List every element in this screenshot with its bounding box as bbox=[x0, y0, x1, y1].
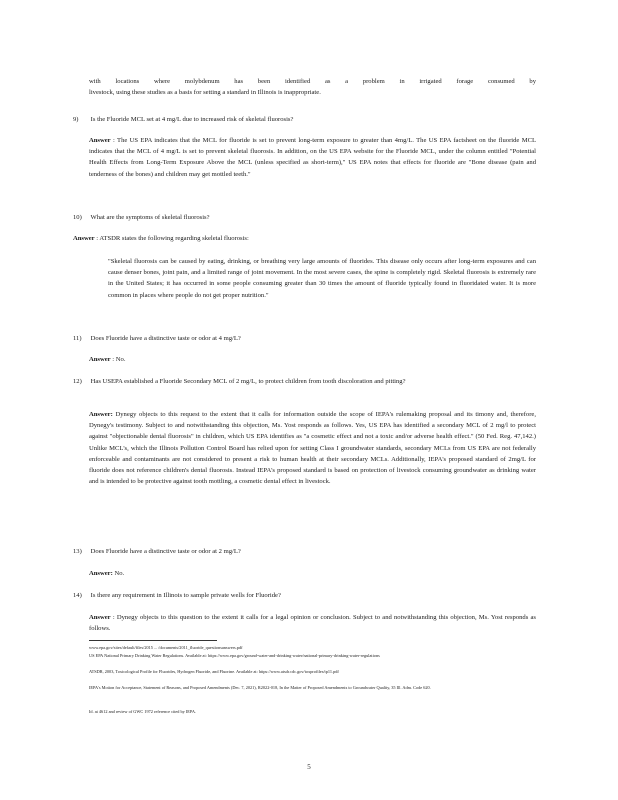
answer-text: Dynegy objects to this request to the extent that it calls for information outside the scope of IEPA's rulemaking proposal and its timony and, therefore, Dynegy's testimony. Subject to and notwithstanding this objection, Ms. Yost responds as follows. Yes, US EPA has identified a secondary MCL of 2 mg/l to protect against "objectionable dental fluorosis" in children, which US EPA identifies as "a cosmetic effect and not a toxic and/or adverse health effect." (50 Fed. Reg. 47,142.) Unlike MCL's, which the Illinois Pollution Control Board has relied upon for setting Class I groundwater standards, secondary MCLs from US EPA are not federally enforceable and contaminants are not considered to present a risk to human health at their secondary MCLs. Additionally, IEPA's proposed standard of 2mg/L for fluoride does not reference children's dental fluorosis. Instead IEPA's proposed standard is based on protection of livestock consuming groundwater as drinking water and is intended to be protective against tooth mottling, a cosmetic dental effect in livestock. bbox=[89, 411, 536, 486]
footnote-text: IEPA's Motion for Acceptance, Statement of Reasons, and Proposed Amendments (Dec. 7, 2021), R2022-018, In the Matter of Proposed Amendments to Groundwater Quality, 35 Ill. Adm. Code 620. bbox=[89, 685, 431, 690]
question-text: Does Fluoride have a distinctive taste or odor at 4 mg/L? bbox=[90, 335, 241, 342]
question-text: Has USEPA established a Fluoride Secondary MCL of 2 mg/L, to protect children from tooth discoloration and pitting? bbox=[90, 378, 406, 385]
footnote-2 bbox=[89, 652, 529, 660]
footnote-4 bbox=[89, 684, 529, 692]
answer-10 bbox=[73, 233, 536, 244]
answer-11 bbox=[89, 354, 125, 365]
answer-text: : ATSDR states the following regarding skeletal fluorosis: bbox=[96, 235, 249, 242]
answer-text: : The US EPA indicates that the MCL for fluoride is set to prevent long-term exposure to greater than 4mg/L. The US EPA factsheet on the fluoride MCL indicates that the MCL of 4 mg/L is set to prevent skeletal fluorosis. In addition, on the US EPA website for the Fluoride MCL, under the column entitled "Potential Health Effects from Long-Term Exposure Above the MCL (unless specified as short-term)," US EPA notes that effects for fluoride are "Bone disease (pain and tenderness of the bones) and children may get mottled teeth." bbox=[89, 137, 536, 178]
answer-12 bbox=[89, 409, 536, 487]
question-10 bbox=[73, 212, 536, 223]
intro-paragraph-line-2: livestock, using these studies as a basis for setting a standard in Illinois is inappropriate. bbox=[89, 89, 321, 96]
question-number: 9) bbox=[73, 116, 79, 123]
answer-label: Answer bbox=[89, 137, 111, 144]
footnote-5 bbox=[89, 708, 529, 716]
footnote-text: Id. at 4612 and review of GWC 1972 reference cited by IEPA. bbox=[89, 709, 197, 714]
atsdr-block-quote: "Skeletal fluorosis can be caused by eating, drinking, or breathing very large amounts of fluorides. This disease only occurs after long-term exposures and can cause denser bones, joint pain, and a limited range of joint movement. In the most severe cases, the spine is completely rigid. Skeletal fluorosis is extremely rare in the United States; it has occurred in some people consuming greater than 30 times the amount of fluoride typically found in fluoridated water. It is more common in places where people do not get proper nutrition." bbox=[108, 258, 536, 299]
footnote-separator bbox=[89, 640, 217, 641]
intro-paragraph-line-1: with locations where molybdenum has been identified as a problem in irrigated forage consumed by bbox=[89, 78, 536, 85]
question-13 bbox=[73, 546, 536, 557]
question-text: What are the symptoms of skeletal fluorosis? bbox=[90, 214, 210, 221]
question-number: 12) bbox=[73, 378, 82, 385]
answer-13 bbox=[89, 568, 124, 579]
answer-label: Answer bbox=[89, 356, 111, 363]
question-text: Is there any requirement in Illinois to sample private wells for Fluoride? bbox=[90, 592, 281, 599]
question-12 bbox=[73, 376, 536, 387]
footnote-1 bbox=[89, 644, 529, 652]
footnote-3 bbox=[89, 668, 529, 676]
question-number: 11) bbox=[73, 335, 82, 342]
answer-text: : Dynegy objects to this question to the extent it calls for a legal opinion or conclusion. Subject to and notwithstanding this objection, Ms. Yost responds as follows. bbox=[89, 614, 536, 633]
question-text: Does Fluoride have a distinctive taste or odor at 2 mg/L? bbox=[90, 548, 241, 555]
answer-label: Answer bbox=[73, 235, 95, 242]
question-text: Is the Fluoride MCL set at 4 mg/L due to increased risk of skeletal fluorosis? bbox=[90, 116, 294, 123]
answer-14 bbox=[89, 612, 536, 634]
answer-9 bbox=[89, 135, 536, 180]
answer-label: Answer: bbox=[89, 570, 113, 577]
answer-text: No. bbox=[114, 570, 125, 577]
footnote-text: www.epa.gov/sites/default/files/2015 ... /documents/2011_fluoride_questionsanswers.pdf bbox=[89, 645, 243, 650]
footnote-text: US EPA National Primary Drinking Water Regulations. Available at: https://www.epa.gov/ground-water-and-drinking-water/national-primary-drinking-water-regulations bbox=[89, 653, 380, 658]
question-number: 14) bbox=[73, 592, 82, 599]
question-11 bbox=[73, 333, 536, 344]
page-number: 5 bbox=[307, 763, 311, 771]
answer-label: Answer: bbox=[89, 411, 113, 418]
answer-label: Answer bbox=[89, 614, 111, 621]
footnote-text: ATSDR, 2003, Toxicological Profile for Fluorides, Hydrogen Fluoride, and Fluorine. Available at: https://www.atsdr.cdc.gov/toxprofiles/tp11.pdf bbox=[89, 669, 339, 674]
question-number: 13) bbox=[73, 548, 82, 555]
question-14 bbox=[73, 590, 536, 601]
question-9 bbox=[73, 114, 536, 125]
answer-text: : No. bbox=[112, 356, 126, 363]
question-number: 10) bbox=[73, 214, 82, 221]
